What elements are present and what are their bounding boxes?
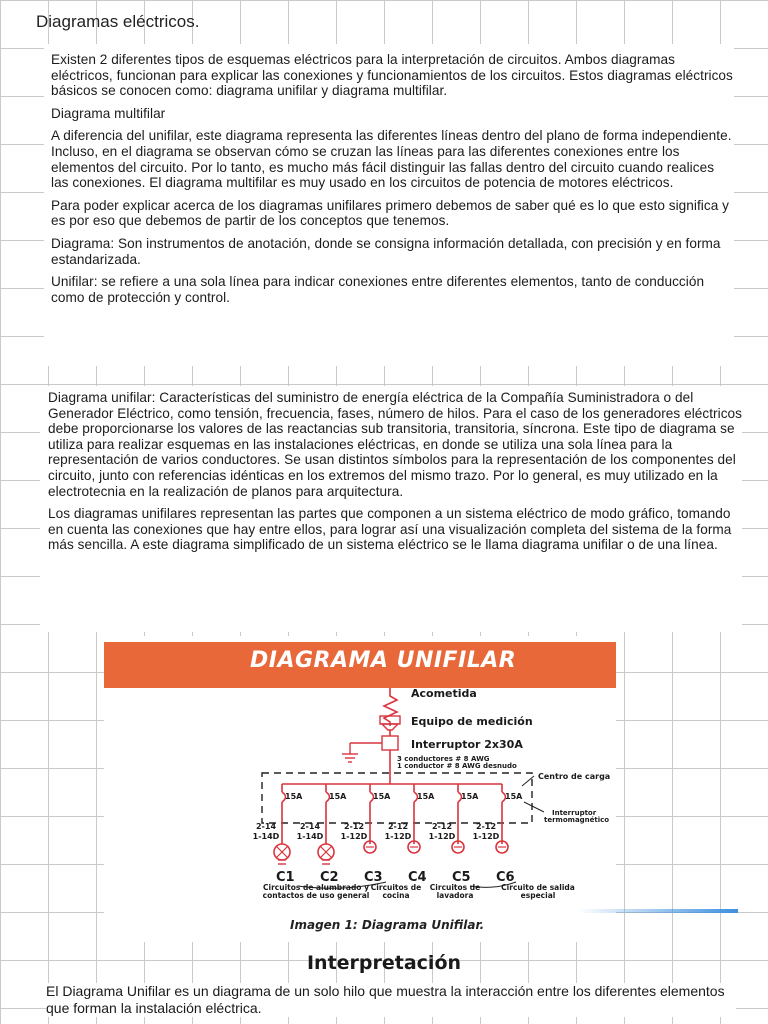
unifilar-diagram-figure	[104, 636, 616, 942]
label-termomagnetico: termomagnético	[544, 816, 610, 824]
document-title: Diagramas eléctricos.	[36, 12, 200, 31]
load-center-box	[262, 773, 532, 823]
text-block-unifilar	[40, 386, 742, 632]
label-conductor-desnudo: 1 conductor # 8 AWG desnudo	[397, 762, 517, 770]
desc-lavadora: Circuitos de lavadora	[429, 883, 481, 900]
paragraph: Diagrama unifilar: Características del suministro de energía eléctrica de la Compañía Suministradora o del Generador Eléctrico, como tensión, frecuencia, fases, número de hilos. Para el caso de los generadores eléctricos debe proporcionarse los valores de las reactancias sub transitoria, transitoria, síncrona. Este tipo de diagrama se utiliza para realizar esquemas en las instalaciones eléctricas, en donde se utiliza una sola línea para la representación de varios conductores. Se usan distintos símbolos para la representación de los componentes del circuito, junto con referencias idénticas en los extremos del mismo trazo. Por lo general, es muy utilizado en la electrotecnia en la realización de planos para arquitectura.	[48, 390, 743, 499]
breaker-rating: 15A	[461, 792, 479, 801]
breaker-rating: 15A	[329, 792, 347, 801]
desc-salida-especial: Circuito de salida especial	[501, 883, 575, 900]
breaker-rating: 15A	[505, 792, 523, 801]
circuit-label: C2	[320, 870, 339, 885]
breaker-rating: 15A	[285, 792, 303, 801]
breaker-rating: 15A	[373, 792, 391, 801]
wire-gauge: 2-12 1-12D	[428, 822, 456, 841]
circuit-label: C6	[496, 870, 515, 885]
label-equipo-medicion: Equipo de medición	[411, 715, 533, 728]
paragraph: Para poder explicar acerca de los diagramas unifilares primero debemos de saber qué es lo que esto significa y es por eso que debemos de partir de los conceptos que tenemos.	[51, 197, 729, 229]
paragraph: Diagrama: Son instrumentos de anotación, donde se consigna información detallada, con precisión y en forma estandarizada.	[51, 235, 721, 267]
wire-gauge: 2-12 1-12D	[340, 822, 368, 841]
label-acometida: Acometida	[411, 687, 477, 700]
circuit-label: C1	[276, 870, 295, 885]
paragraph: Unifilar: se refiere a una sola línea para indicar conexiones entre diferentes elementos, tanto de conducción como de protección y control.	[51, 274, 705, 305]
label-interruptor: Interruptor 2x30A	[411, 738, 523, 751]
section-heading-multifilar: Diagrama multifilar	[51, 105, 166, 121]
paragraph: Los diagramas unifilares representan las partes que componen a un sistema eléctrico de modo gráfico, tomando en cuenta las conexiones que hay entre ellos, para lograr así una visualización completa del sistema de la forma más sencilla. A este diagrama simplificado de un sistema eléctrico se le llama diagrama unifilar o de una línea.	[48, 506, 732, 553]
wire-gauge: 2-12 1-12D	[472, 822, 500, 841]
text-block-intro	[44, 44, 734, 366]
desc-alumbrado: Circuitos de alumbrado y contactos de uso general	[262, 883, 370, 900]
circuit-label: C3	[364, 870, 383, 885]
acometida-symbol	[384, 688, 397, 726]
circuit-label: C4	[408, 870, 427, 885]
wire-gauge: 2-12 1-12D	[384, 822, 412, 841]
paragraph-final: El Diagrama Unifilar es un diagrama de un solo hilo que muestra la interacción entre los diferentes elementos que forman la instalación eléctrica.	[46, 983, 736, 1017]
banner-title: DIAGRAMA UNIFILAR	[250, 648, 517, 673]
desc-cocina: Circuitos de cocina	[370, 883, 422, 900]
label-interruptor-2: Interruptor	[552, 809, 597, 817]
label-conductores: 3 conductores # 8 AWG	[397, 755, 490, 763]
circuit-label: C5	[452, 870, 471, 885]
paragraph: A diferencia del unifilar, este diagrama representa las diferentes líneas dentro del plano de forma independiente. Incluso, en el diagrama se observan cómo se cruzan las líneas para las diferentes conexiones entre los elementos del circuito. Por lo tanto, es mucho más fácil distinguir las fallas dentro del circuito cuando realices las conexiones. El diagrama multifilar es muy usado en los circuitos de potencia de motores eléctricos.	[51, 128, 732, 191]
wire-gauge: 2-14 1-14D	[296, 822, 324, 841]
breaker-rating: 15A	[417, 792, 435, 801]
figure-caption: Imagen 1: Diagrama Unifilar.	[290, 918, 485, 932]
label-centro-carga: Centro de carga	[538, 772, 611, 781]
paragraph: Existen 2 diferentes tipos de esquemas eléctricos para la interpretación de circuitos. Ambos diagramas eléctricos, funcionan para explicar las conexiones y funcionamientos de los circuitos. Estos diagramas eléctricos básicos se conocen como: diagrama unifilar y diagrama multifilar.	[51, 52, 733, 99]
main-breaker-symbol	[382, 736, 398, 750]
wire-gauge: 2-14 1-14D	[252, 822, 280, 841]
blue-accent-line	[578, 909, 738, 913]
heading-interpretacion: Interpretación	[306, 952, 462, 974]
